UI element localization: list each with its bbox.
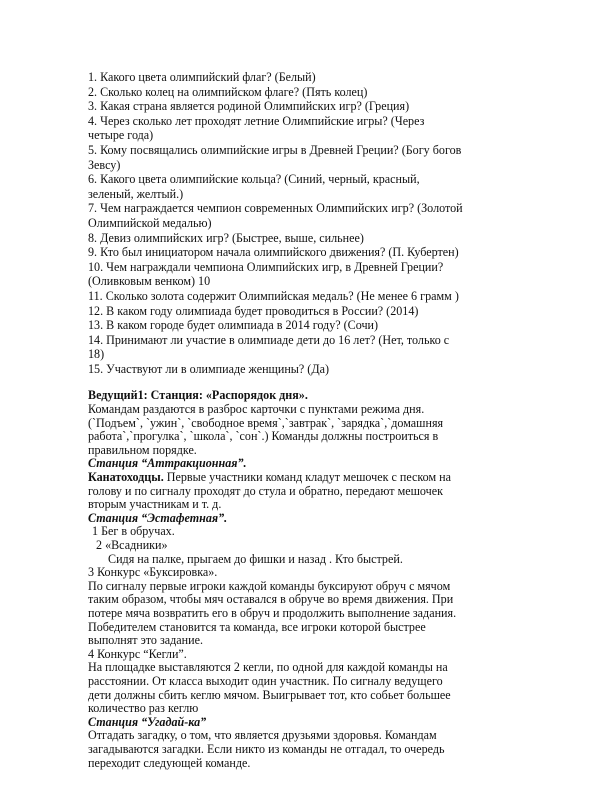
paragraph-line: голову и по сигналу проходят до стула и обратно, передают мешочек [88,484,443,498]
paragraph-line: таким образом, чтобы мяч оставался в обруче во время движения. При [88,593,454,607]
station-heading-attractions: Станция “Аттракционная”. [88,457,247,471]
quiz-questions [88,70,528,376]
relay-item: 4 Конкурс “Кегли”. [88,647,187,661]
question-line: 7. Чем награждается чемпион современных Олимпийских игр? (Золотой [88,201,463,216]
document-body [88,70,528,770]
stations-section [88,389,528,770]
paragraph-line: загадываются загадки. Если никто из команды не отгадал, то очередь [88,742,445,756]
relay-item: 1 Бег в обручах. [92,525,175,539]
paragraph-line: правильном порядке. [88,443,197,457]
paragraph-line: (`Подъем`, `ужин`, `свободное время`,`завтрак`, `зарядка`,`домашняя [88,416,444,430]
question-line: 18) [88,347,105,362]
question-line: 14. Принимают ли участие в олимпиаде дети до 16 лет? (Нет, только с [88,332,450,347]
paragraph-line: Победителем становится та команда, все игроки которой быстрее [88,620,426,634]
question-line: 9. Кто был инициатором начала олимпийского движения? (П. Кубертен) [88,245,459,260]
station-heading-relay: Станция “Эстафетная”. [88,511,228,525]
paragraph-line: дети должны сбить кеглю мячом. Выигрывает тот, кто собьет большее [88,688,451,702]
question-line: 12. В каком году олимпиада будет проводиться в России? (2014) [88,303,419,318]
question-line: 8. Девиз олимпийских игр? (Быстрее, выше, сильнее) [88,230,364,245]
relay-item-description: Сидя на палке, прыгаем до фишки и назад . Кто быстрей. [108,552,403,566]
question-line: четыре года) [88,128,154,143]
paragraph-line: потере мяча возвратить его в обруч и продолжить выполнение задания. [88,606,457,620]
question-line: 2. Сколько колец на олимпийском флаге? (Пять колец) [88,84,368,99]
paragraph-line: работа`,`прогулка`, `школа`, `сон`.) Команды должны построиться в [88,430,439,444]
paragraph-line: Командам раздаются в разброс карточки с пунктами режима дня. [88,403,425,417]
paragraph-line: На площадке выставляются 2 кегли, по одной для каждой команды на [88,661,448,675]
paragraph-line: расстоянии. От класса выходит один участник. По сигналу ведущего [88,674,443,688]
station-heading-riddles: Станция “Угадай-ка” [88,715,207,729]
paragraph-line: переходит следующей команде. [88,756,251,770]
question-line: 10. Чем награждали чемпиона Олимпийских игр, в Древней Греции? [88,259,444,274]
relay-item: 2 «Всадники» [96,539,168,552]
question-line: (Оливковым венком) 10 [88,274,211,289]
section-gap [88,376,528,389]
relay-item: 3 Конкурс «Буксировка». [88,566,218,580]
question-line: Зевсу) [88,157,121,172]
question-line: зеленый, желтый.) [88,186,184,201]
paragraph-line [88,471,528,485]
question-line: 11. Сколько золота содержит Олимпийская медаль? (Не менее 6 грамм ) [88,288,459,303]
question-line: 4. Через сколько лет проходят летние Олимпийские игры? (Через [88,113,425,128]
paragraph-line: Отгадать загадку, о том, что является друзьями здоровья. Командам [88,729,437,743]
paragraph-line: вторым участникам и т. д. [88,498,222,512]
question-line: 5. Кому посвящались олимпийские игры в Древней Греции? (Богу богов [88,142,462,157]
question-line: 1. Какого цвета олимпийский флаг? (Белый) [88,70,316,84]
question-line: 15. Участвуют ли в олимпиаде женщины? (Да) [88,361,329,376]
paragraph-line: По сигналу первые игроки каждой команды буксируют обруч с мячом [88,579,451,593]
game-description: Первые участники команд кладут мешочек с песком на [163,471,451,485]
question-line: 3. Какая страна является родиной Олимпийских игр? (Греция) [88,99,410,114]
question-line: Олимпийской медалью) [88,215,212,230]
game-name-tightrope: Канатоходцы. [88,471,164,485]
question-line: 6. Какого цвета олимпийские кольца? (Синий, черный, красный, [88,172,420,187]
paragraph-line: выполнят это задание. [88,634,203,648]
paragraph-line: количество раз кеглю [88,702,199,716]
question-line: 13. В каком городе будет олимпиада в 2014 году? (Сочи) [88,318,379,333]
station-heading-schedule: Ведущий1: Станция: «Распорядок дня». [88,389,308,403]
